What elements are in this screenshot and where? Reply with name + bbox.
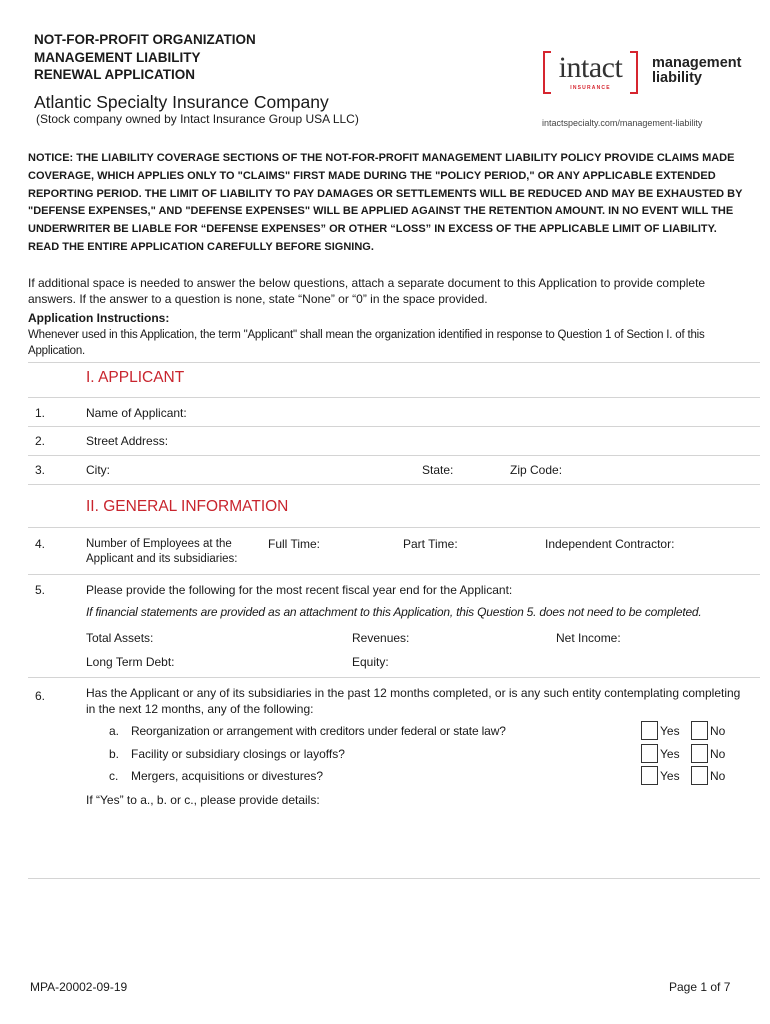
yes-label: Yes [660, 724, 680, 738]
zip-code-label: Zip Code: [510, 463, 563, 477]
divider [28, 362, 760, 363]
item-letter: c. [109, 769, 119, 783]
closings-no-checkbox[interactable] [691, 744, 708, 763]
fiscal-year-question: Please provide the following for the most recent fiscal year end for the Applicant: [86, 583, 513, 597]
divider [28, 677, 760, 678]
reorganization-question: Reorganization or arrangement with creditors under federal or state law? [131, 724, 506, 738]
additional-space-text: If additional space is needed to answer the below questions, attach a separate document to this Application to provide complete answers. If the answer to a question is none, state “None” or “0” in the space provided. [28, 276, 706, 306]
full-time-label: Full Time: [268, 537, 321, 551]
logo-bracket-right [630, 51, 638, 94]
reorganization-yes-checkbox[interactable] [641, 721, 658, 740]
question-number: 2. [35, 434, 46, 448]
notice-text: NOTICE: THE LIABILITY COVERAGE SECTIONS OF THE NOT-FOR-PROFIT MANAGEMENT LIABILITY POLICY PROVIDE CLAIMS MADE COVERAGE, WHICH APPLIES ONLY TO "CLAIMS" FIRST MADE DURING THE "POLICY PERIOD," OR ANY APPLICABLE EXTENDED REPORTING PERIOD. THE LIMIT OF LIABILITY TO PAY DAMAGES OR SETTLEMENTS WILL BE REDUCED AND MAY BE EXHAUSTED BY "DEFENSE EXPENSES," AND "DEFENSE EXPENSES" WILL BE APPLIED AGAINST THE RETENTION AMOUNT. IN NO EVENT WILL THE UNDERWRITER BE LIABLE FOR “DEFENSE EXPENSES” OR OTHER “LOSS” IN EXCESS OF THE APPLICABLE LIMIT OF LIABILITY. READ THE ENTIRE APPLICATION CAREFULLY BEFORE SIGNING. [28, 152, 743, 253]
logo-wordmark: intact [558, 51, 623, 84]
logo-product-line: liability [652, 70, 702, 86]
company-name: Atlantic Specialty Insurance Company [34, 92, 329, 112]
logo-product-line: management [652, 55, 742, 71]
closings-layoffs-question: Facility or subsidiary closings or layoffs? [131, 747, 345, 761]
form-code: MPA-20002-09-19 [30, 980, 128, 994]
state-label: State: [422, 463, 454, 477]
part-time-label: Part Time: [403, 537, 458, 551]
city-label: City: [86, 463, 110, 477]
logo-product-name [652, 56, 741, 86]
divider [28, 426, 760, 427]
divider [28, 397, 760, 398]
employees-label [86, 537, 238, 566]
instructions-heading: Application Instructions: [28, 311, 170, 325]
logo-url: intactspecialty.com/management-liability [542, 118, 703, 128]
independent-contractor-label: Independent Contractor: [545, 537, 675, 551]
divider [28, 455, 760, 456]
total-assets-label: Total Assets: [86, 631, 154, 645]
question-number: 1. [35, 406, 46, 420]
no-label: No [710, 747, 726, 761]
street-address-label: Street Address: [86, 434, 169, 448]
closings-yes-checkbox[interactable] [641, 744, 658, 763]
net-income-label: Net Income: [556, 631, 621, 645]
form-title [34, 31, 256, 84]
section-title-general-information: II. GENERAL INFORMATION [86, 498, 289, 515]
employees-label-line: Applicant and its subsidiaries: [86, 552, 238, 565]
revenues-label: Revenues: [352, 631, 410, 645]
divider [28, 574, 760, 575]
question-number: 3. [35, 463, 46, 477]
divider [28, 878, 760, 879]
mergers-question: Mergers, acquisitions or divestures? [131, 769, 324, 783]
no-label: No [710, 724, 726, 738]
reorganization-no-checkbox[interactable] [691, 721, 708, 740]
form-title-line: NOT-FOR-PROFIT ORGANIZATION [34, 32, 256, 47]
divider [28, 527, 760, 528]
intact-logo [543, 51, 638, 94]
long-term-debt-label: Long Term Debt: [86, 655, 175, 669]
instructions-text: Whenever used in this Application, the term "Applicant" shall mean the organization identified in response to Question 1 of Section I. of this Application. [28, 329, 705, 357]
details-field[interactable] [86, 812, 750, 874]
name-of-applicant-label: Name of Applicant: [86, 406, 187, 420]
section-title-applicant: I. APPLICANT [86, 369, 185, 386]
company-subtitle: (Stock company owned by Intact Insurance Group USA LLC) [36, 112, 359, 126]
yes-label: Yes [660, 747, 680, 761]
logo-insurance-text: INSURANCE [570, 85, 611, 91]
form-title-line: MANAGEMENT LIABILITY [34, 49, 201, 65]
yes-label: Yes [660, 769, 680, 783]
transactions-question: Has the Applicant or any of its subsidiaries in the past 12 months completed, or is any such entity contemplating completing in the next 12 months, any of the following: [86, 686, 741, 716]
employees-label-line: Number of Employees at the [86, 538, 232, 550]
item-letter: b. [109, 747, 120, 761]
no-label: No [710, 769, 726, 783]
item-letter: a. [109, 724, 120, 738]
logo-bracket-left [543, 51, 551, 94]
question-number: 6. [35, 689, 46, 703]
financial-statements-note: If financial statements are provided as an attachment to this Application, this Question 5. does not need to be completed. [86, 605, 702, 619]
details-prompt: If “Yes” to a., b. or c., please provide details: [86, 793, 320, 807]
question-number: 4. [35, 537, 46, 551]
page-number: Page 1 of 7 [669, 980, 731, 994]
form-title-line: RENEWAL APPLICATION [34, 67, 196, 82]
mergers-yes-checkbox[interactable] [641, 766, 658, 785]
divider [28, 484, 760, 485]
question-number: 5. [35, 583, 46, 597]
mergers-no-checkbox[interactable] [691, 766, 708, 785]
equity-label: Equity: [352, 655, 389, 669]
